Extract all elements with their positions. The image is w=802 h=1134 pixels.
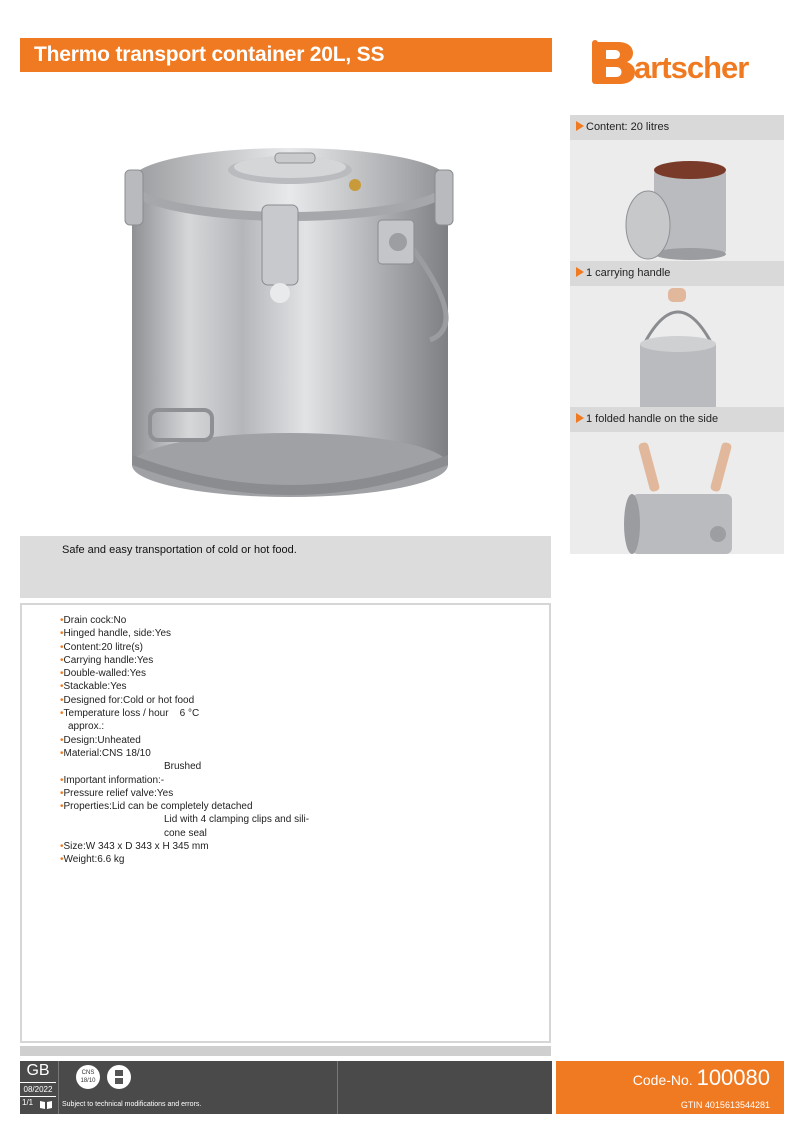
spec-item [60,614,309,627]
bullet-icon: • [60,641,64,653]
spec-text: Material:CNS 18/10 [63,747,151,759]
cns-badge-icon [76,1065,100,1089]
spec-text: Important information:- [63,774,165,786]
spec-box [20,603,551,1043]
side-panel-header [570,115,784,140]
spec-text: Content:20 litre(s) [63,641,143,653]
side-panel-header [570,407,784,432]
footer-info [20,1061,552,1114]
spec-text: Size:W 343 x D 343 x H 345 mm [63,841,209,853]
footer-divider [337,1061,338,1114]
spec-text: Drain cock:No [63,615,127,626]
description-box [20,536,551,598]
cns-top: CNS [81,1070,95,1076]
spec-item [60,840,309,853]
bullet-icon: • [60,654,64,666]
triangle-bullet-icon [576,413,584,423]
carrying-handle-image [570,286,784,408]
side-panel-label: Content: 20 litres [586,121,670,133]
side-panel-header [570,261,784,286]
bullet-icon: • [60,668,64,680]
footer-code [556,1061,784,1114]
side-panel-folded [570,407,784,554]
spec-text: Designed for:Cold or hot food [63,694,195,706]
spec-item [60,654,309,667]
spec-text: Hinged handle, side:Yes [63,628,172,640]
bullet-icon: • [60,841,64,853]
description-text: Safe and easy transportation of cold or hot food. [62,544,297,556]
title-bar [20,38,552,72]
spec-text: Pressure relief valve:Yes [63,787,174,799]
bartscher-logo [590,28,770,86]
bullet-icon: • [60,774,64,786]
spec-text: Carrying handle:Yes [63,654,154,666]
spec-item [60,680,309,693]
spec-item [60,787,309,800]
spec-text: Lid with 4 clamping clips and sili- [164,814,310,826]
cns-bottom: 18/10 [80,1078,96,1084]
side-panel-label: 1 folded handle on the side [586,413,719,425]
spec-text: Stackable:Yes [63,681,127,693]
spec-item [60,734,309,747]
spec-item [60,813,309,826]
bullet-icon: • [60,628,64,640]
side-handle-image [570,432,784,554]
spec-item [60,694,309,707]
spec-text: Weight:6.6 kg [63,854,125,866]
spec-item [60,707,309,720]
bullet-icon: • [60,747,64,759]
code-value: 100080 [696,1065,770,1090]
spec-item [60,720,309,733]
spec-text: Properties:Lid can be completely detached [63,801,253,813]
gtin: GTIN 4015613544281 [680,1100,770,1110]
footer-divider [58,1061,59,1114]
bullet-icon: • [60,681,64,693]
container-with-food-image [570,140,784,262]
footer-notice: Subject to technical modifications and errors. [62,1101,202,1108]
spec-text: cone seal [164,827,207,839]
side-panel-content [570,115,784,262]
spec-item [60,627,309,640]
spec-text: Double-walled:Yes [63,668,146,680]
bullet-icon: • [60,787,64,799]
triangle-bullet-icon [576,121,584,131]
spec-text: approx.: [68,721,105,733]
spec-item [60,827,309,840]
spec-item [60,760,309,773]
spec-item [60,747,309,760]
main-product-image [110,125,470,505]
book-icon [40,1100,52,1109]
bullet-icon: • [60,801,64,813]
spec-item [60,774,309,787]
spec-item [60,667,309,680]
spec-text: Design:Unheated [63,734,141,746]
spec-text: Brushed [164,761,202,773]
triangle-bullet-icon [576,267,584,277]
code-number [633,1065,770,1091]
spec-list [60,614,309,867]
bullet-icon: • [60,694,64,706]
side-panel-carrying [570,261,784,408]
side-panel-label: 1 carrying handle [586,267,671,279]
page-number: 1/1 [22,1098,34,1107]
spec-item [60,800,309,813]
spec-text: Temperature loss / hour 6 °C [63,708,200,720]
footer-date: 08/2022 [20,1082,56,1097]
divider-strip [20,1046,551,1056]
country-code: GB [26,1062,50,1079]
spec-item [60,641,309,654]
svg-text:artscher: artscher [634,50,749,85]
bullet-icon: • [60,615,64,626]
page-title: Thermo transport container 20L, SS [34,43,385,66]
bullet-icon: • [60,734,64,746]
stackable-icon [107,1065,131,1089]
code-label: Code-No. [632,1072,693,1088]
bullet-icon: • [60,854,64,866]
bullet-icon: • [60,708,64,720]
spec-item [60,853,309,866]
